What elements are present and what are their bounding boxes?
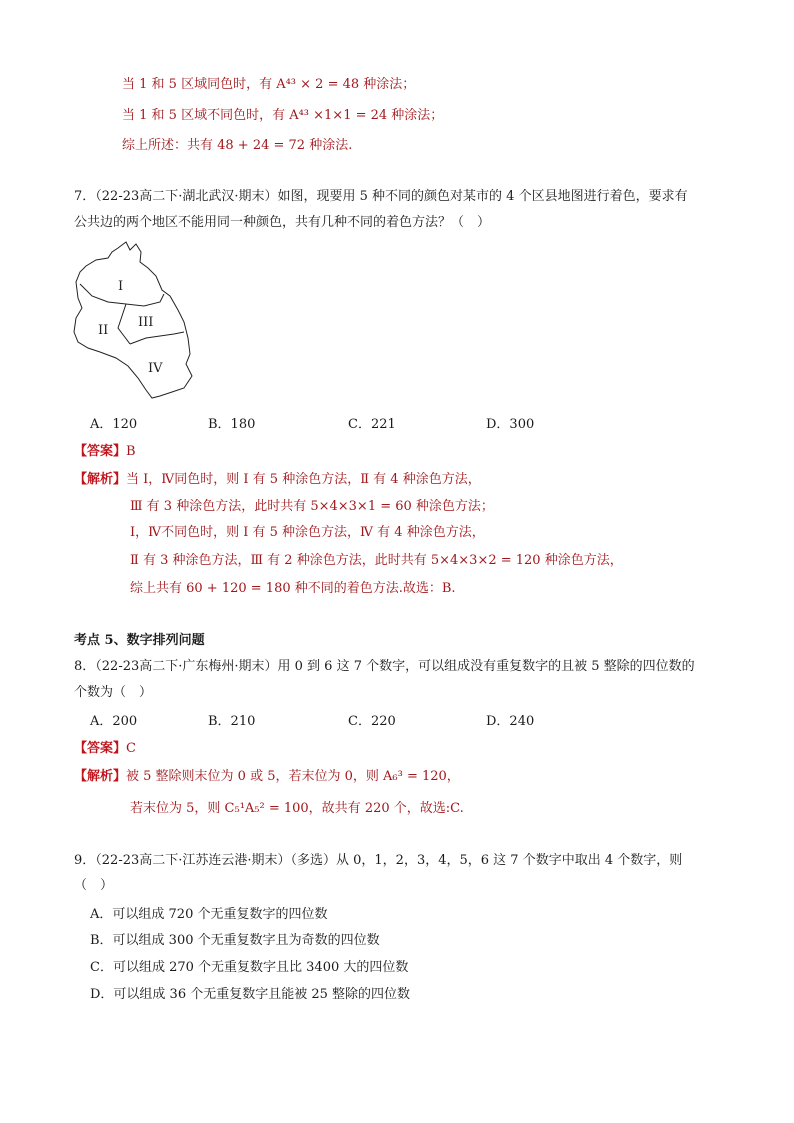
q7-option-c: C．221 [348, 417, 396, 432]
q8-analysis-line-1 [74, 768, 460, 786]
q8-analysis-text-1: 被 5 整除则末位为 0 或 5，若末位为 0，则 A₆³ = 120， [126, 769, 460, 784]
q7-analysis-line-4: Ⅱ 有 3 种涂色方法，Ⅲ 有 2 种涂色方法，此时共有 5×4×3×2 = 120 种涂色方法， [130, 553, 623, 568]
section-title: 考点 5、数字排列问题 [74, 633, 205, 648]
q8-answer-value: C [126, 741, 136, 756]
q7-option-a: A．120 [90, 417, 138, 432]
map-label-r3: III [138, 315, 154, 330]
q7-stem-line-1: 7．（22-23高二下·湖北武汉·期末）如图，现要用 5 种不同的颜色对某市的 4 个区县地图进行着色，要求有 [74, 189, 688, 204]
q9-option-c: C．可以组成 270 个无重复数字且比 3400 大的四位数 [90, 960, 409, 975]
q8-analysis-tag: 【解析】 [74, 769, 127, 784]
q9-option-d: D．可以组成 36 个无重复数字且能被 25 整除的四位数 [90, 987, 411, 1002]
map-outline [74, 242, 192, 398]
prev-solution-line-2: 当 1 和 5 区域不同色时，有 A⁴³ ×1×1 = 24 种涂法； [122, 108, 444, 123]
q9-option-a: A．可以组成 720 个无重复数字的四位数 [90, 907, 328, 922]
map-border-2 [118, 304, 130, 344]
q7-analysis-text-1: 当 Ⅰ，Ⅳ同色时，则 Ⅰ 有 5 种涂色方法，Ⅱ 有 4 种涂色方法， [126, 472, 481, 487]
q8-option-d: D．240 [486, 714, 535, 729]
q7-answer-value: B [126, 444, 136, 459]
q7-option-d: D．300 [486, 417, 535, 432]
q8-option-a: A．200 [90, 714, 138, 729]
q7-analysis-line-1 [74, 471, 481, 489]
map-label-r1: I [118, 279, 124, 294]
q7-answer [74, 443, 136, 461]
q7-option-b: B．180 [208, 417, 256, 432]
q8-answer [74, 740, 136, 758]
q8-option-b: B．210 [208, 714, 256, 729]
q8-option-c: C．220 [348, 714, 396, 729]
q9-stem-line-1: 9．（22-23高二下·江苏连云港·期末）（多选）从 0，1，2，3，4，5，6 这 7 个数字中取出 4 个数字，则 [74, 853, 683, 868]
q9-option-b: B．可以组成 300 个无重复数字且为奇数的四位数 [90, 933, 380, 948]
q7-district-map [68, 238, 208, 400]
q7-analysis-tag: 【解析】 [74, 472, 127, 487]
q9-stem-line-2: （ ） [74, 878, 114, 893]
map-label-r2: II [98, 323, 109, 338]
q7-analysis-line-3: Ⅰ，Ⅳ不同色时，则 Ⅰ 有 5 种涂色方法，Ⅳ 有 4 种涂色方法， [130, 525, 485, 540]
prev-solution-line-3: 综上所述：共有 48 + 24 = 72 种涂法. [122, 138, 353, 153]
q7-analysis-line-2: Ⅲ 有 3 种涂色方法，此时共有 5×4×3×1 = 60 种涂色方法； [130, 499, 494, 514]
q8-stem-line-2: 个数为（ ） [74, 685, 153, 700]
q8-analysis-line-2: 若末位为 5，则 C₅¹A₅² = 100，故共有 220 个，故选:C. [130, 801, 464, 816]
q7-stem-line-2: 公共边的两个地区不能用同一种颜色，共有几种不同的着色方法？（ ） [74, 215, 491, 230]
q8-answer-tag: 【答案】 [74, 741, 127, 756]
map-border-3 [130, 332, 184, 344]
map-label-r4: IV [148, 361, 163, 376]
q7-analysis-line-5: 综上共有 60 + 120 = 180 种不同的着色方法.故选：B. [130, 581, 456, 596]
q7-answer-tag: 【答案】 [74, 444, 127, 459]
q8-stem-line-1: 8．（22-23高二下·广东梅州·期末）用 0 到 6 这 7 个数字，可以组成没有重复数字的且被 5 整除的四位数的 [74, 659, 695, 674]
prev-solution-line-1: 当 1 和 5 区域同色时，有 A⁴³ × 2 = 48 种涂法； [122, 77, 416, 92]
